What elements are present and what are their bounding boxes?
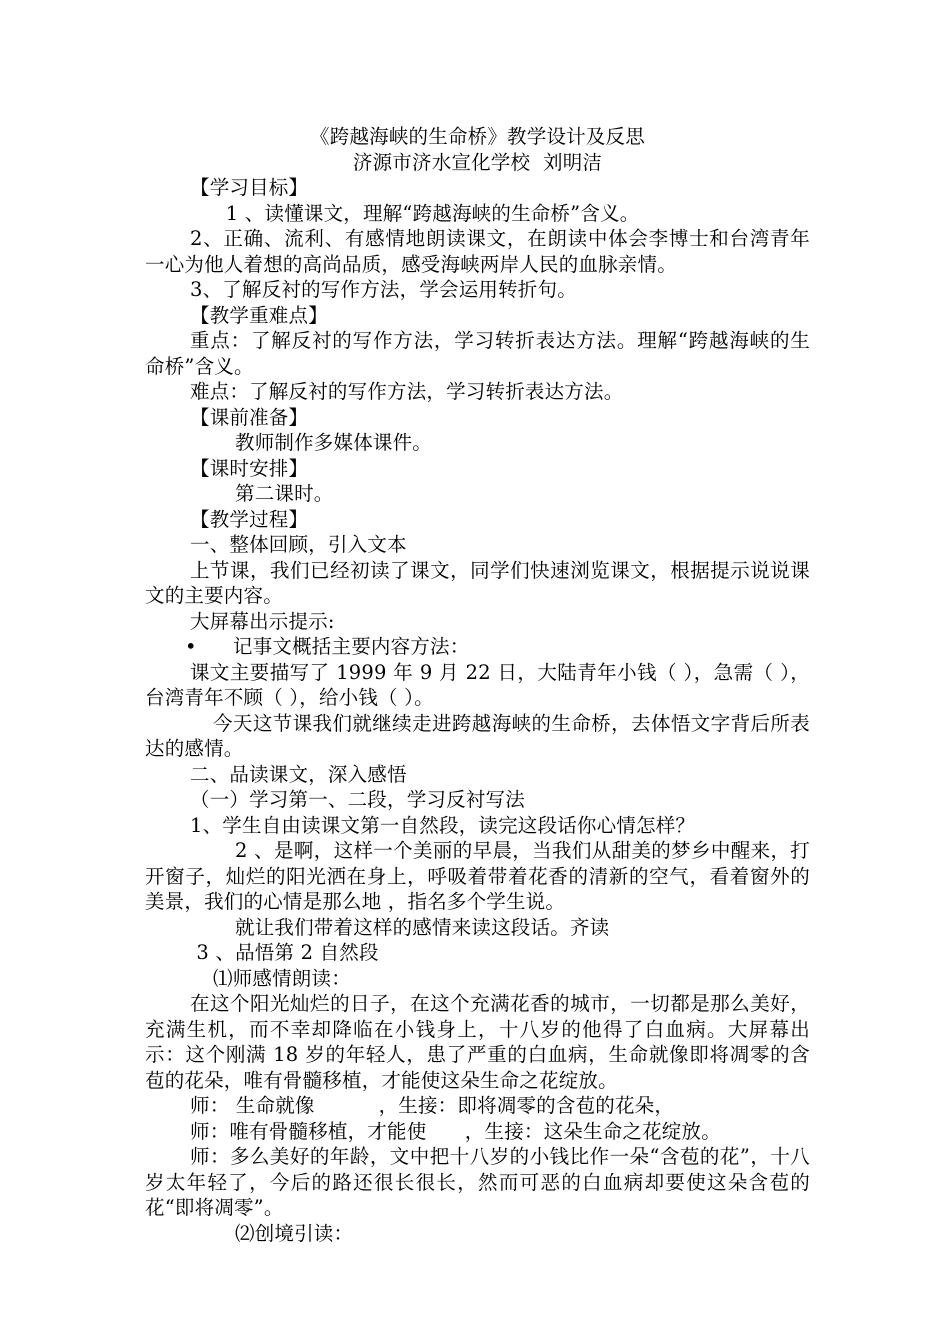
document-author: 济源市济水宣化学校 刘明洁	[352, 150, 603, 174]
paragraph: ⑴师感情朗读：	[213, 966, 351, 990]
paragraph: 上节课，我们已经初读了课文，同学们快速浏览课文，根据提示说说课文的主要内容。	[145, 558, 810, 607]
paragraph: 【教学过程】	[190, 507, 309, 531]
paragraph: 1 、读懂课文，理解“跨越海峡的生命桥”含义。	[213, 201, 640, 225]
paragraph: 3、了解反衬的写作方法，学会运用转折句。	[190, 278, 577, 301]
paragraph: 重点：了解反衬的写作方法，学习转折表达方法。理解“跨越海峡的生命桥”含义。	[145, 329, 810, 378]
paragraph: 难点：了解反衬的写作方法，学习转折表达方法。	[190, 380, 624, 403]
paragraph: 教师制作多媒体课件。	[235, 431, 433, 454]
paragraph: 大屏幕出示提示:	[190, 609, 335, 633]
paragraph: 【教学重难点】	[190, 303, 328, 327]
document-body	[145, 175, 810, 1246]
paragraph: 【课时安排】	[190, 456, 309, 480]
paragraph: 一、整体回顾，引入文本	[190, 533, 407, 556]
paragraph: 师：多么美好的年龄，文中把十八岁的小钱比作一朵“含苞的花”，十八岁太年轻了，今后的路还很长很长，然而可恶的白血病却要使这朵含苞的花“即将凋零”。	[145, 1145, 810, 1219]
bullet-text: 记事文概括主要内容方法：	[233, 635, 470, 658]
bullet-icon: •	[185, 635, 197, 658]
paragraph	[145, 634, 810, 660]
paragraph: 1、学生自由读课文第一自然段，读完这段话你心情怎样？	[190, 813, 696, 837]
paragraph: 在这个阳光灿烂的日子，在这个充满花香的城市，一切都是那么美好，充满生机，而不幸却降临在小钱身上，十八岁的他得了白血病。大屏幕出示：这个刚满 18 岁的年轻人，患了严重的白血病，生命就像即将凋零的含苞的花朵，唯有骨髓移植，才能使这朵生命之花绽放。	[145, 992, 810, 1092]
paragraph: 今天这节课我们就继续走进跨越海峡的生命桥，去体悟文字背后所表达的感情。	[145, 711, 810, 760]
paragraph: 师：唯有骨髓移植，才能使 ，生接：这朵生命之花绽放。	[190, 1119, 721, 1143]
paragraph: 二、品读课文，深入感悟	[190, 762, 407, 786]
document-page	[145, 124, 810, 1246]
paragraph: 2、正确、流利、有感情地朗读课文，在朗读中体会李博士和台湾青年一心为他人着想的高尚品质，感受海峡两岸人民的血脉亲情。	[145, 227, 810, 276]
paragraph: 【课前准备】	[190, 405, 309, 429]
paragraph: 【学习目标】	[190, 176, 309, 199]
paragraph: ⑵创境引读：	[235, 1221, 354, 1245]
paragraph: 就让我们带着这样的感情来读这段话。齐读	[235, 915, 610, 939]
paragraph: 课文主要描写了 1999 年 9 月 22 日，大陆青年小钱（ ），急需（ ），台湾青年不顾（ ），给小钱（ ）。	[145, 660, 810, 709]
paragraph: （一）学习第一、二段，学习反衬写法	[190, 788, 525, 811]
paragraph: 2 、是啊，这样一个美丽的早晨，当我们从甜美的梦乡中醒来，打开窗子，灿烂的阳光洒在身上，呼吸着带着花香的清新的空气，看着窗外的美景，我们的心情是那么地 ，指名多个学生说。	[145, 839, 810, 913]
paragraph: 第二课时。	[235, 482, 334, 505]
paragraph: 3 、品悟第 2 自然段	[190, 941, 379, 964]
document-title: 《跨越海峡的生命桥》教学设计及反思	[310, 125, 645, 148]
paragraph: 师： 生命就像 ，生接：即将凋零的含苞的花朵，	[190, 1094, 675, 1117]
